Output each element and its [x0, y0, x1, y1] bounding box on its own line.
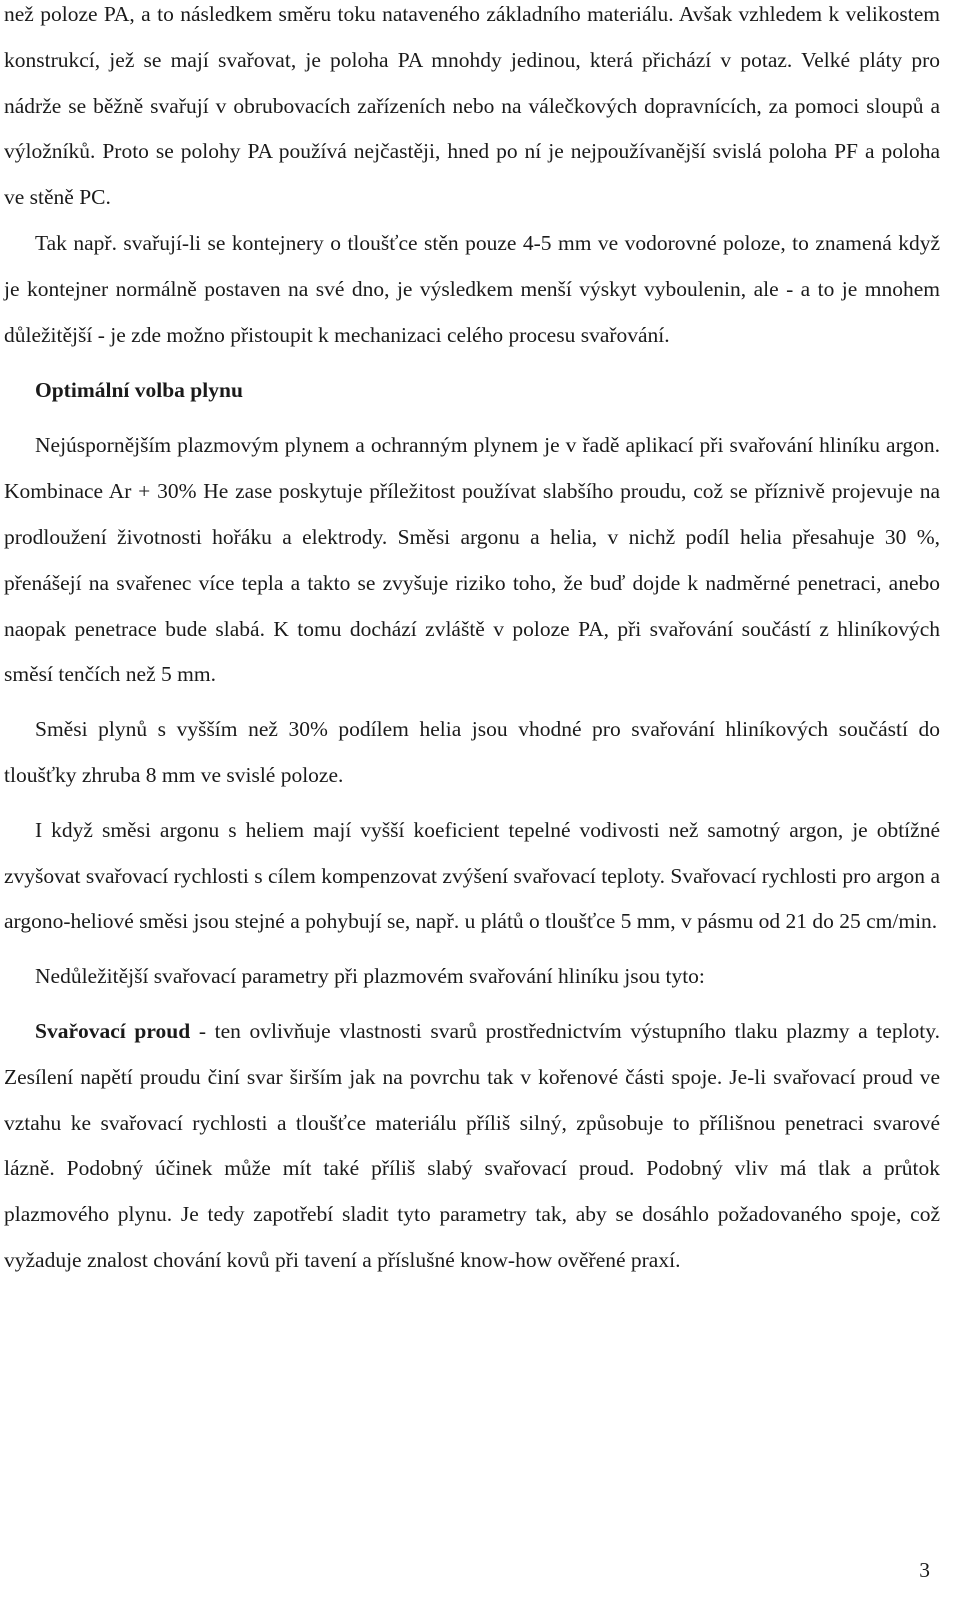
paragraph-continuation: než poloze PA, a to následkem směru toku nataveného základního materiálu. Avšak vzhledem k velikostem konstrukcí, jež se mají svařovat, je poloha PA mnohdy jedinou, která přichází v potaz. Velké pláty pro nádrže se běžně svařují v obrubovacích zařízeních nebo na válečkových dopravnících, za pomoci sloupů a výložníků. Proto se polohy PA používá nejčastěji, hned po ní je nejpoužívanější svislá poloha PF a poloha ve stěně PC. — [4, 2, 940, 210]
paragraph-gas-choice: Nejúspornějším plazmovým plynem a ochranným plynem je v řadě aplikací při svařování hliníku argon. Kombinace Ar + 30% He zase poskytuje příležitost používat slabšího proudu, což se příznivě projevuje na prodloužení životnosti hořáku a elektrody. Směsi argonu a helia, v nichž podíl helia přesahuje 30 %, přenášejí na svařenec více tepla a takto se zvyšuje riziko toho, že buď dojde k nadměrné penetraci, anebo naopak penetrace bude slabá. K tomu dochází zvláště v poloze PA, při svařování součástí z hliníkových směsí tenčích než 5 mm. — [4, 433, 940, 687]
paragraph-welding-speed: I když směsi argonu s heliem mají vyšší koeficient tepelné vodivosti než samotný argon, je obtížné zvyšovat svařovací rychlosti s cílem kompenzovat zvýšení svařovací teploty. Svařovací rychlosti pro argon a argono-heliové směsi jsou stejné a pohybují se, např. u plátů o tloušťce 5 mm, v pásmu od 21 do 25 cm/min. — [4, 817, 940, 934]
page-number: 3 — [919, 1558, 930, 1582]
term-welding-current: Svařovací proud — [35, 1018, 191, 1043]
paragraph-containers-example: Tak např. svařují-li se kontejnery o tloušťce stěn pouze 4-5 mm ve vodorovné poloze, to znamená když je kontejner normálně postaven na své dno, je výsledkem menší výskyt vyboulenin, ale - a to je mnohem důležitější - je zde možno přistoupit k mechanizaci celého procesu svařování. — [4, 230, 940, 347]
welding-current-description: - ten ovlivňuje vlastnosti svarů prostřednictvím výstupního tlaku plazmy a teploty. Zesílení napětí proudu činí svar širším jak na povrchu tak v kořenové části spoje. Je-li svařovací proud ve vztahu ke svařovací rychlosti a tloušťce materiálu příliš silný, způsobuje to přílišnou penetraci svarové lázně. Podobný účinek může mít také příliš slabý svařovací proud. Podobný vliv má tlak a průtok plazmového plynu. Je tedy zapotřebí sladit tyto parametry tak, aby se dosáhlo požadovaného spoje, což vyžaduje znalost chování kovů při tavení a příslušné know-how ověřené praxí. — [4, 1018, 940, 1272]
section-heading: Optimální volba plynu — [35, 378, 243, 403]
document-body — [4, 0, 940, 1284]
paragraph-welding-current — [4, 1009, 940, 1284]
paragraph-parameters-intro: Nedůležitější svařovací parametry při plazmovém svařování hliníku jsou tyto: — [35, 964, 705, 989]
paragraph-helium-mix: Směsi plynů s vyšším než 30% podílem helia jsou vhodné pro svařování hliníkových součástí do tloušťky zhruba 8 mm ve svislé poloze. — [4, 717, 940, 787]
